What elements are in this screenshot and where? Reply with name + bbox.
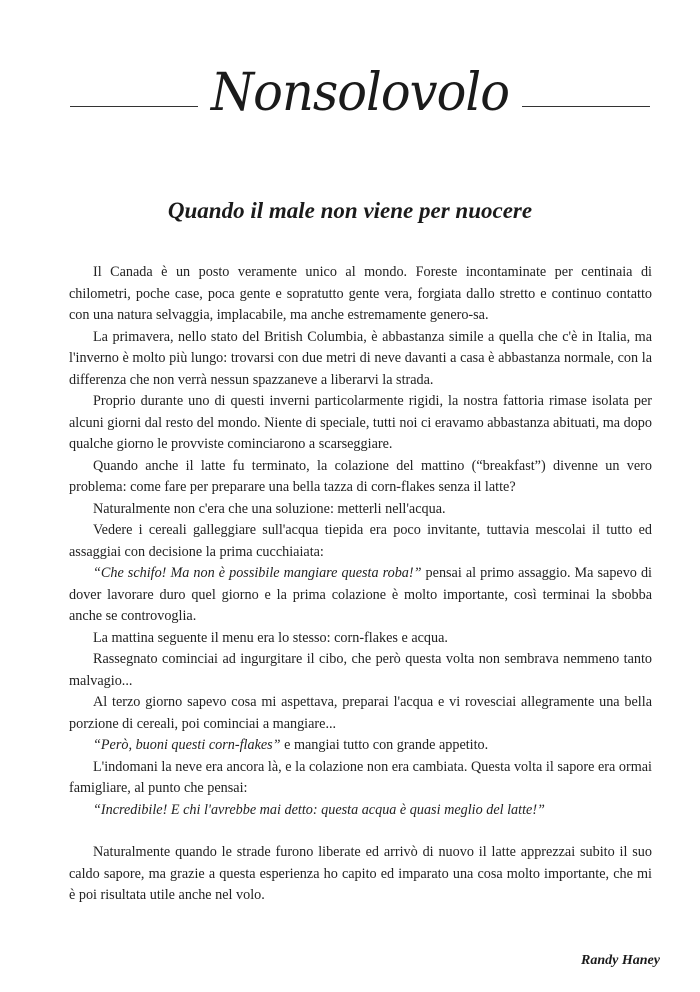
- quote-tail: pensai al primo assaggio. Ma sapevo di dover lavorare duro quel giorno e la prima colazione è molto importante, così terminai la sbobba anche se controvoglia.: [69, 565, 652, 624]
- paragraph: Il Canada è un posto veramente unico al mondo. Foreste incontaminate per centinaia di chilometri, poche case, poca gente e sopratutto gente vera, forgiata dallo stretto e continuo contatto con una natura selvaggia, implacabile, ma anche estremamente genero-sa.: [69, 264, 652, 323]
- paragraph-with-quote: [69, 563, 652, 628]
- article-body: [69, 262, 652, 907]
- paragraph: Al terzo giorno sapevo cosa mi aspettava, preparai l'acqua e vi rovesciai allegramente una bella porzione di cereali, poi cominciai a mangiare...: [69, 694, 652, 732]
- paragraph: Rassegnato cominciai ad ingurgitare il cibo, che però questa volta non sembrava nemmeno tanto malvagio...: [69, 651, 652, 689]
- paragraph: Vedere i cereali galleggiare sull'acqua tiepida era poco invitante, tuttavia mescolai il tutto ed assaggiai con decisione la prima cucchiaiata:: [69, 522, 652, 560]
- masthead: [70, 58, 650, 128]
- masthead-logo: Nonsolovolo: [210, 63, 510, 123]
- masthead-right-rule: [522, 106, 650, 107]
- paragraph-with-quote: [69, 735, 652, 757]
- masthead-left-rule: [70, 106, 198, 107]
- paragraph: La primavera, nello stato del British Columbia, è abbastanza simile a quella che c'è in Italia, ma l'inverno è molto più lungo: trovarsi con due metri di neve davanti a casa è abbastanza normale, con la differenza che non verrà nessun spazzaneve a liberarvi la strada.: [69, 328, 652, 388]
- paragraph: Quando anche il latte fu terminato, la colazione del mattino (“breakfast”) divenne un vero problema: come fare per preparare una bella tazza di corn-flakes senza il latte?: [69, 457, 652, 495]
- paragraph: Naturalmente non c'era che una soluzione: metterli nell'acqua.: [93, 500, 446, 517]
- paragraph: Proprio durante uno di questi inverni particolarmente rigidi, la nostra fattoria rimase isolata per alcuni giorni dal resto del mondo. Niente di speciale, tutti noi ci eravamo abbastanza abituati, ma dopo qualche giorno le provviste cominciarono a scarseggiare.: [69, 393, 652, 452]
- quote: “Però, buoni questi corn-flakes”: [93, 737, 281, 753]
- quote: “Che schifo! Ma non è possibile mangiare questa roba!”: [93, 565, 422, 581]
- author-signature: Randy Haney: [581, 953, 660, 968]
- article-title: Quando il male non viene per nuocere: [167, 198, 533, 223]
- quote: “Incredibile! E chi l'avrebbe mai detto: questa acqua è quasi meglio del latte!”: [93, 801, 545, 818]
- closing-paragraph: Naturalmente quando le strade furono liberate ed arrivò di nuovo il latte apprezzai subito il suo caldo sapore, ma grazie a questa esperienza ho capito ed imparato una cosa molto importante, che mi è poi risultata utile anche nel volo.: [69, 844, 652, 903]
- quote-tail: e mangiai tutto con grande appetito.: [280, 737, 489, 753]
- paragraph: La mattina seguente il menu era lo stesso: corn-flakes e acqua.: [93, 629, 448, 646]
- paragraph: L'indomani la neve era ancora là, e la colazione non era cambiata. Questa volta il sapore era ormai famigliare, al punto che pensai:: [69, 758, 652, 796]
